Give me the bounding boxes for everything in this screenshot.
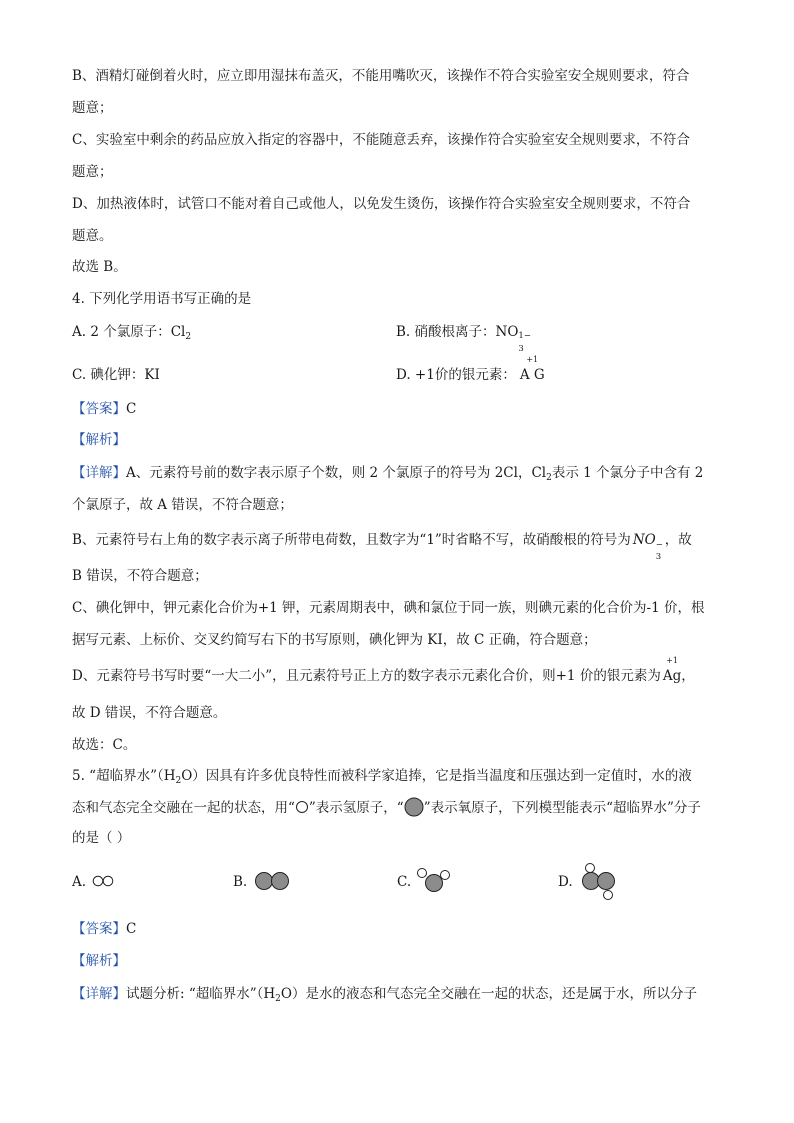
q5-answer	[72, 919, 136, 939]
q4-detail-b1	[72, 530, 692, 562]
section-d-line1: D、加热液体时，试管口不能对着自己或他人，以免发生烫伤，该操作符合实验室安全规则要求，不符合	[72, 196, 691, 212]
q5-stem1-rest: O）因具有许多优良特性而被科学家追捧，它是指当温度和压强达到一定值时，水的液	[181, 768, 692, 784]
answer-value: C	[126, 401, 137, 417]
section-d-line2: 题意。	[72, 228, 113, 244]
answer-tag: 【答案】	[72, 401, 126, 417]
q4-option-b-label: B. 硝酸根离子：	[396, 324, 496, 340]
detail-b1-sub: 3	[655, 552, 662, 562]
detail-b1-formula: NO	[632, 532, 656, 548]
q5-stem1-sub: 2	[175, 776, 182, 786]
q5-stem2-a: 态和气态完全交融在一起的状态，用“	[72, 800, 295, 816]
q4-option-b-formula: NO	[495, 324, 519, 340]
model-two-oxygen-icon	[254, 869, 294, 893]
q5-detail1: 试题分析: “超临界水”（H	[126, 986, 276, 1002]
q4-option-d-valence: +1	[526, 355, 539, 364]
detail-d1-text: D、元素符号书写时要“一大二小”，且元素符号正上方的数字表示元素化合价，则+1 价的银元素为	[72, 668, 661, 684]
detail-tag: 【详解】	[72, 465, 126, 481]
detail-tag: 【详解】	[72, 986, 126, 1002]
detail-a1-text: A、元素符号前的数字表示原子个数，则 2 个氯原子的符号为 2Cl，Cl	[126, 465, 547, 481]
q5-option-c: C.	[397, 874, 412, 890]
choose-b: 故选 B。	[72, 259, 127, 275]
q4-option-b	[396, 322, 531, 354]
q4-option-d	[396, 355, 545, 385]
q5-stem1: 5. “超临界水”（H	[72, 768, 176, 784]
analysis-tag: 【解析】	[72, 953, 126, 969]
q5-stem-line1	[72, 766, 692, 791]
q4-option-d-element: A G	[519, 367, 545, 383]
q4-option-c: C. 碘化钾：KI	[72, 367, 160, 383]
q5-option-a: A.	[72, 874, 87, 890]
detail-d1-end: ，	[681, 668, 695, 684]
q5-stem2-c: ”表示氧原子，下列模型能表示“超临界水”分子	[423, 800, 701, 816]
detail-a1-rest: 表示 1 个氯分子中含有 2	[551, 465, 704, 481]
answer-tag: 【答案】	[72, 921, 126, 937]
q5-analysis	[72, 951, 126, 971]
detail-a1-sub: 2	[546, 473, 552, 483]
q4-detail-d2: 故 D 错误，不符合题意。	[72, 705, 227, 721]
q4-answer	[72, 399, 136, 419]
q5-detail1-rest: O）是水的液态和气态完全交融在一起的状态，还是属于水，所以分子	[280, 986, 697, 1002]
q5-detail1-sub: 2	[275, 994, 281, 1004]
detail-b1-sup: −	[655, 540, 663, 550]
q4-option-a-label: A. 2 个氯原子：	[72, 324, 171, 340]
q5-option-b: B.	[233, 874, 248, 890]
detail-b1-text: B、元素符号右上角的数字表示离子所带电荷数，且数字为“1”时省略不写，故硝酸根的符号为	[72, 532, 631, 548]
q4-option-b-sup: 1−	[518, 331, 531, 341]
q4-detail-c1: C、碘化钾中，钾元素化合价为+1 钾，元素周期表中，碘和氯位于同一族，则碘元素的化合价为-1 价，根	[72, 600, 705, 616]
q5-stem-line3: 的是（ ）	[72, 830, 131, 846]
q4-option-a-sub: 2	[185, 332, 192, 342]
q4-option-d-label: D. +1价的银元素：	[396, 367, 516, 383]
oxygen-atom-icon	[404, 797, 424, 817]
q5-detail-line1	[72, 984, 697, 1009]
q5-option-d: D.	[558, 874, 573, 890]
q5-stem-line2	[72, 797, 701, 818]
hydrogen-atom-icon	[295, 800, 309, 814]
detail-d1-valence: +1	[666, 656, 678, 665]
section-c-line1: C、实验室中剩余的药品应放入指定的容器中，不能随意丢弃，该操作符合实验室安全规则要求，不符合	[72, 132, 690, 148]
q4-option-a-formula: Cl	[170, 324, 186, 340]
q4-detail-a2: 个氯原子，故 A 错误，不符合题意；	[72, 497, 293, 513]
section-b-line2: 题意；	[72, 100, 113, 116]
q4-detail-c2: 据写元素、上标价、交叉约简写右下的书写原则，碘化钾为 KI，故 C 正确，符合题意；	[72, 632, 597, 648]
model-water-molecule-icon	[416, 866, 452, 896]
q4-stem: 4. 下列化学用语书写正确的是	[72, 291, 252, 307]
section-c-line2: 题意；	[72, 164, 113, 180]
q4-detail-b2: B 错误，不符合题意；	[72, 568, 208, 584]
detail-d1-element: Ag	[662, 668, 682, 684]
q4-detail-d1	[72, 656, 695, 686]
q4-detail-a1	[72, 463, 703, 488]
q4-choose: 故选：C。	[72, 737, 137, 753]
model-h2o2-molecule-icon	[578, 861, 618, 901]
answer-value: C	[126, 921, 137, 937]
section-b-line1: B、酒精灯碰倒着火时，应立即用湿抹布盖灭，不能用嘴吹灭，该操作不符合实验室安全规则要求，符合	[72, 68, 690, 84]
q4-option-a	[72, 322, 191, 347]
model-two-hydrogen-icon	[92, 871, 122, 891]
detail-b1-end: ，故	[664, 532, 692, 548]
q4-analysis	[72, 430, 126, 450]
q4-option-b-sub: 3	[518, 344, 524, 354]
analysis-tag: 【解析】	[72, 432, 126, 448]
q5-stem2-b: ”表示氢原子，“	[308, 800, 404, 816]
